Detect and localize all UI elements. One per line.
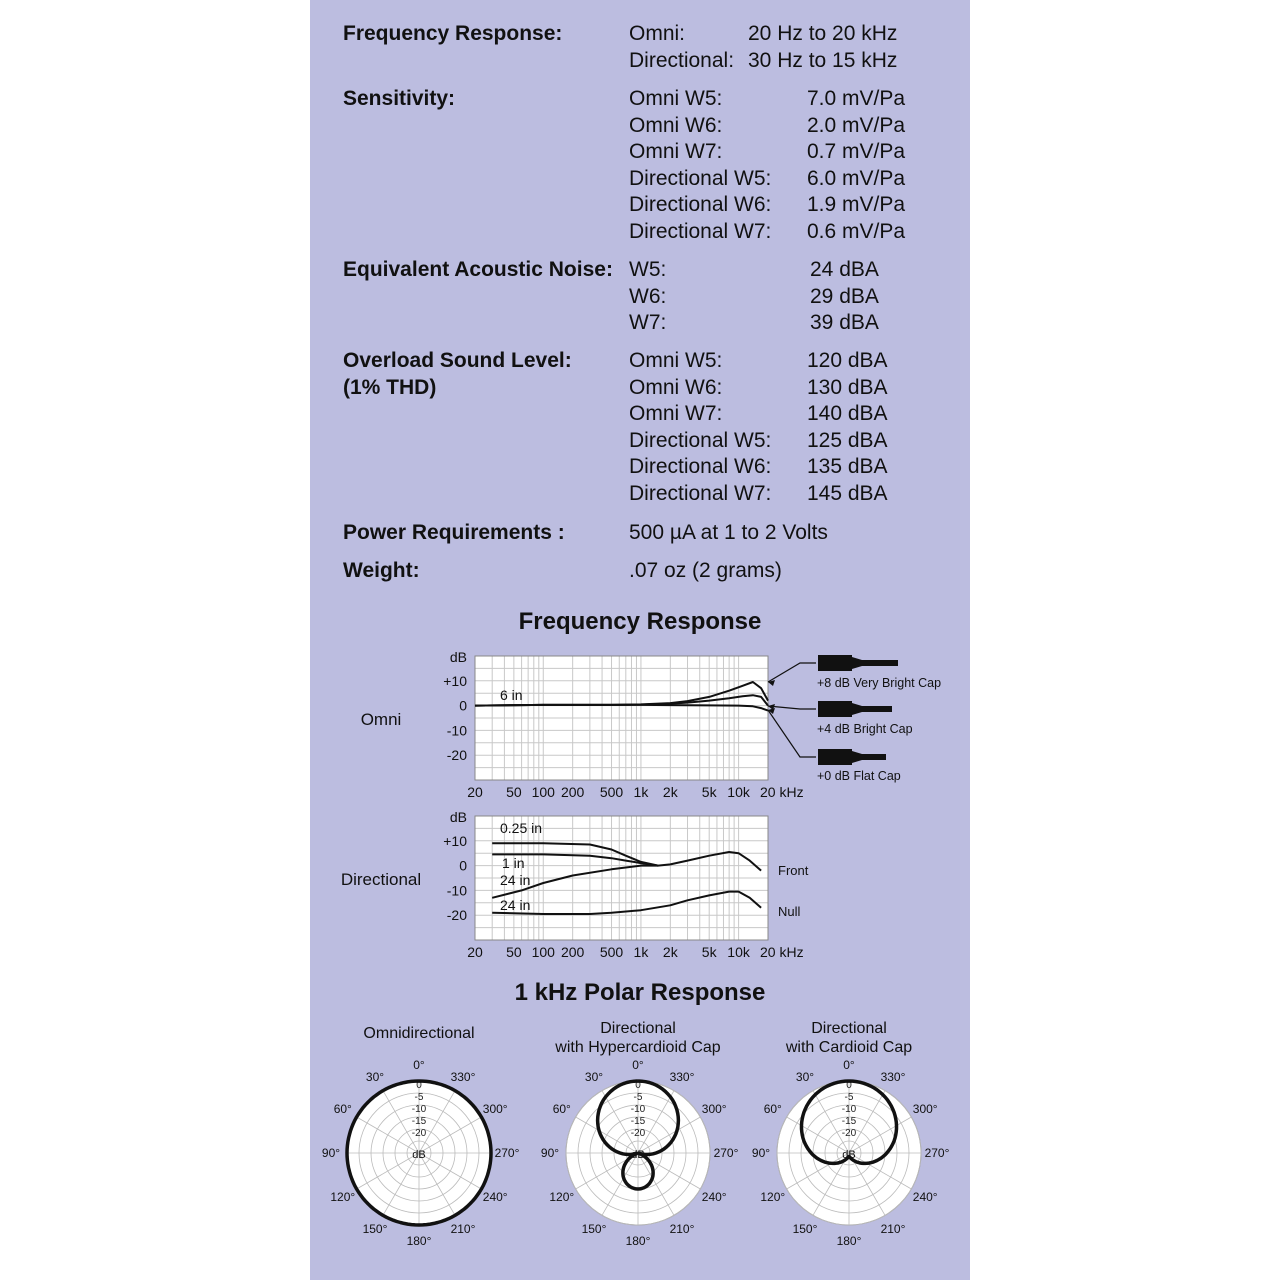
r-tick-label: 0: [635, 1080, 641, 1091]
overload-label: Overload Sound Level:: [343, 349, 572, 372]
r-tick-label: -15: [841, 1116, 857, 1127]
x-tick-label: 20: [467, 784, 483, 800]
spec-value: 0.6 mV/Pa: [807, 219, 906, 243]
x-tick-label: 5k: [701, 944, 717, 960]
curve-label: 24 in: [500, 897, 531, 913]
power-label: Power Requirements :: [343, 521, 565, 544]
spec-key: Omni:: [629, 22, 686, 45]
x-tick-label: 50: [506, 784, 522, 800]
spec-value: 1.9 mV/Pa: [807, 193, 906, 216]
angle-label: 330°: [880, 1069, 906, 1084]
x-tick-label: 500: [599, 944, 624, 960]
spec-key: Omni W5:: [629, 349, 723, 372]
y-tick-label: +10: [443, 832, 467, 849]
x-tick-label: 2k: [662, 784, 678, 800]
angle-label: 0°: [413, 1058, 425, 1072]
weight-value: .07 oz (2 grams): [629, 559, 782, 582]
center-label: dB: [842, 1149, 856, 1161]
center-label: dB: [631, 1149, 645, 1161]
x-tick-label: 1k: [633, 944, 649, 960]
angle-label: 0°: [843, 1058, 855, 1072]
y-tick-label: +10: [443, 672, 467, 689]
angle-label: 300°: [701, 1102, 727, 1116]
cap-icon-group: [768, 708, 901, 783]
leader-line: [768, 663, 816, 682]
angle-label: 270°: [494, 1146, 520, 1160]
cap-icon: [852, 657, 898, 669]
cap-label: +4 dB Bright Cap: [817, 722, 913, 736]
spec-key: Directional W6:: [629, 193, 772, 216]
angle-label: 240°: [701, 1190, 727, 1204]
spec-value: 7.0 mV/Pa: [807, 87, 906, 110]
y-tick-label: -10: [446, 722, 467, 739]
row-label: Omni: [360, 710, 402, 729]
spec-value: 145 dBA: [807, 481, 888, 505]
side-label: Front: [778, 863, 809, 878]
spec-value: 39 dBA: [810, 311, 879, 334]
y-tick-label: -20: [446, 747, 467, 764]
cap-icon: [818, 749, 852, 765]
angle-label: 240°: [482, 1190, 508, 1204]
spec-key: W6:: [629, 284, 667, 308]
angle-label: 30°: [365, 1069, 385, 1084]
polar-title: Omnidirectional: [363, 1025, 475, 1042]
freq-response-label: Frequency Response:: [343, 22, 563, 45]
r-tick-label: -10: [630, 1104, 646, 1115]
x-tick-label: 50: [506, 944, 522, 960]
angle-label: 150°: [792, 1222, 818, 1237]
angle-label: 150°: [362, 1222, 388, 1237]
r-tick-label: 0: [416, 1080, 422, 1091]
angle-label: 270°: [713, 1146, 739, 1160]
spec-key: Directional W5:: [629, 428, 772, 452]
r-tick-label: -5: [414, 1092, 424, 1103]
x-tick-label: 10k: [727, 944, 750, 960]
spec-key: W7:: [629, 311, 667, 334]
spec-key: W5:: [629, 258, 667, 281]
directional-frequency-chart: [341, 809, 809, 960]
polar-chart-omni: [322, 1025, 520, 1248]
row-label: Directional: [340, 870, 422, 889]
overload-thd-label: (1% THD): [343, 376, 437, 399]
r-tick-label: -5: [633, 1092, 643, 1103]
r-tick-label: -10: [841, 1104, 857, 1115]
spec-key: Directional W7:: [629, 481, 772, 505]
cap-icon-group: [768, 655, 941, 690]
spec-value: 125 dBA: [807, 428, 888, 452]
r-tick-label: -5: [844, 1092, 854, 1103]
cap-label: +0 dB Flat Cap: [817, 769, 901, 783]
spec-key: Directional W6:: [629, 455, 772, 478]
x-tick-label: 200: [560, 944, 585, 960]
curve-label: 6 in: [500, 687, 523, 703]
angle-label: 300°: [482, 1102, 508, 1116]
y-tick-label: -10: [446, 882, 467, 899]
angle-label: 210°: [669, 1222, 695, 1237]
angle-label: 270°: [924, 1146, 950, 1160]
x-tick-label: 100: [531, 944, 555, 960]
spec-key: Omni W6:: [629, 113, 723, 137]
curve-label: 0.25 in: [500, 820, 543, 836]
y-tick-label: -20: [446, 907, 467, 924]
polar-subtitle: with Cardioid Cap: [785, 1039, 913, 1056]
spec-key: Directional:: [629, 48, 735, 72]
angle-label: 120°: [549, 1190, 575, 1204]
spec-value: 130 dBA: [807, 375, 888, 399]
spec-value: 0.7 mV/Pa: [807, 140, 906, 163]
spec-value: 24 dBA: [810, 258, 879, 281]
polar-subtitle: with Hypercardioid Cap: [555, 1039, 721, 1056]
x-tick-label: 500: [599, 784, 624, 800]
power-value: 500 µA at 1 to 2 Volts: [629, 521, 828, 544]
y-tick-label: 0: [459, 857, 467, 874]
angle-label: 90°: [540, 1146, 560, 1160]
angle-label: 30°: [584, 1069, 604, 1084]
x-tick-label: 5k: [701, 784, 717, 800]
cap-icon: [818, 655, 852, 671]
r-tick-label: -20: [841, 1128, 857, 1139]
angle-label: 90°: [751, 1146, 771, 1160]
polar-chart-cardioid: [752, 1020, 950, 1248]
spec-key: Directional W5:: [629, 166, 772, 190]
cap-label: +8 dB Very Bright Cap: [817, 676, 942, 690]
cap-icon: [852, 751, 886, 763]
r-tick-label: -10: [411, 1104, 427, 1115]
spec-value: 29 dBA: [810, 284, 879, 308]
polar-response-title: 1 kHz Polar Response: [514, 979, 766, 1006]
x-tick-label: 2k: [662, 944, 678, 960]
polar-title: Directional: [600, 1020, 676, 1037]
polar-chart-hypercardioid: [541, 1020, 739, 1248]
angle-label: 240°: [912, 1190, 938, 1204]
spec-key: Omni W5:: [629, 87, 723, 110]
curve-label: 1 in: [502, 855, 525, 871]
angle-label: 150°: [581, 1222, 607, 1237]
angle-label: 180°: [406, 1234, 432, 1248]
angle-label: 0°: [632, 1058, 644, 1072]
angle-label: 210°: [450, 1222, 476, 1237]
x-tick-label: 20 kHz: [760, 944, 804, 960]
spec-key: Omni W7:: [629, 140, 723, 163]
cap-icon-group: [768, 701, 913, 736]
side-label: Null: [778, 904, 801, 919]
angle-label: 60°: [763, 1102, 782, 1116]
angle-label: 90°: [321, 1146, 341, 1160]
angle-label: 180°: [625, 1234, 651, 1248]
weight-label: Weight:: [343, 559, 420, 582]
spec-value: 30 Hz to 15 kHz: [748, 48, 898, 72]
x-tick-label: 1k: [633, 784, 649, 800]
angle-label: 30°: [795, 1069, 815, 1084]
r-tick-label: -15: [411, 1116, 427, 1127]
spec-value: 6.0 mV/Pa: [807, 166, 906, 190]
cap-icon: [818, 701, 852, 717]
spec-value: 120 dBA: [807, 349, 888, 372]
x-tick-label: 20: [467, 944, 483, 960]
x-tick-label: 10k: [727, 784, 750, 800]
angle-label: 120°: [330, 1190, 356, 1204]
x-tick-label: 20 kHz: [760, 784, 804, 800]
y-axis-label: dB: [449, 809, 467, 825]
x-tick-label: 200: [560, 784, 585, 800]
angle-label: 120°: [760, 1190, 786, 1204]
angle-label: 210°: [880, 1222, 906, 1237]
center-label: dB: [412, 1149, 426, 1161]
spec-value: 20 Hz to 20 kHz: [748, 22, 898, 45]
leader-line: [768, 706, 816, 709]
r-tick-label: -15: [630, 1116, 646, 1127]
x-tick-label: 100: [531, 784, 555, 800]
r-tick-label: -20: [630, 1128, 646, 1139]
spec-key: Omni W7:: [629, 402, 723, 425]
noise-label: Equivalent Acoustic Noise:: [343, 258, 613, 281]
y-tick-label: 0: [459, 697, 467, 714]
spec-value: 140 dBA: [807, 402, 888, 425]
angle-label: 60°: [333, 1102, 352, 1116]
polar-title: Directional: [811, 1020, 887, 1037]
angle-label: 60°: [552, 1102, 571, 1116]
r-tick-label: -20: [411, 1128, 427, 1139]
spec-value: 2.0 mV/Pa: [807, 113, 906, 137]
y-axis-label: dB: [449, 649, 467, 665]
sensitivity-label: Sensitivity:: [343, 87, 456, 110]
angle-label: 180°: [836, 1234, 862, 1248]
angle-label: 330°: [450, 1069, 476, 1084]
spec-value: 135 dBA: [807, 455, 888, 478]
cap-icon: [852, 703, 892, 715]
frequency-response-title: Frequency Response: [518, 608, 762, 635]
omni-frequency-chart: [361, 649, 804, 800]
curve-label: 24 in: [500, 872, 531, 888]
leader-line: [768, 710, 816, 757]
spec-key: Omni W6:: [629, 375, 723, 399]
angle-label: 300°: [912, 1102, 938, 1116]
angle-label: 330°: [669, 1069, 695, 1084]
r-tick-label: 0: [846, 1080, 852, 1091]
spec-key: Directional W7:: [629, 219, 772, 243]
